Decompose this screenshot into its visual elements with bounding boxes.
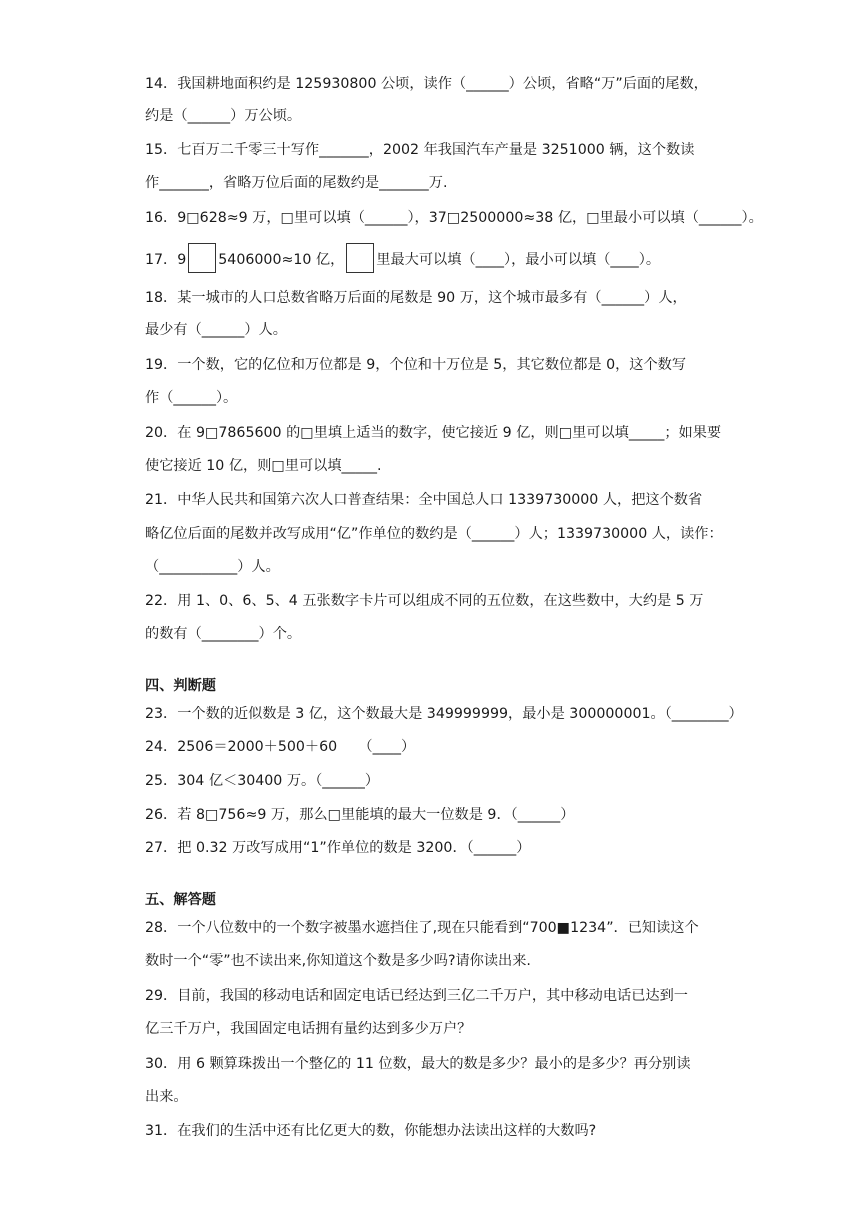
question-27-line-1: 27．把 0.32 万改写成用“1”作单位的数是 3200．（______） [145, 840, 531, 856]
question-21-line-2: 略亿位后面的尾数并改写成用“亿”作单位的数约是（______）人；1339730000 人，读作： [145, 526, 723, 542]
question-30-line-2: 出来。 [145, 1089, 188, 1105]
question-17-line-1: 17．9 5406000≈10 亿， 里最大可以填（____），最小可以填（____）。 [145, 245, 660, 275]
question-26-line-1: 26．若 8□756≈9 万，那么□里能填的最大一位数是 9．（______） [145, 807, 575, 823]
question-20-line-1: 20．在 9□7865600 的□里填上适当的数字，使它接近 9 亿，则□里可以填_____；如果要 [145, 425, 722, 441]
question-28-line-2: 数时一个“零”也不读出来,你知道这个数是多少吗?请你读出来. [145, 953, 531, 969]
question-24-line-1: 24．2506＝2000＋500＋60 （____） [145, 739, 416, 755]
question-23-line-1: 23．一个数的近似数是 3 亿，这个数最大是 349999999，最小是 300000001。（________） [145, 706, 743, 722]
question-15-line-1: 15．七百万二千零三十写作_______，2002 年我国汽车产量是 3251000 辆，这个数读 [145, 142, 695, 158]
question-18-line-1: 18．某一城市的人口总数省略万后面的尾数是 90 万，这个城市最多有（______）人， [145, 290, 687, 306]
question-19-line-1: 19．一个数，它的亿位和万位都是 9，个位和十万位是 5，其它数位都是 0，这个数写 [145, 357, 687, 373]
answer-box [346, 243, 374, 273]
section-5-heading: 五、解答题 [145, 892, 216, 908]
question-18-line-2: 最少有（______）人。 [145, 322, 287, 338]
question-22-line-1: 22．用 1、0、6、5、4 五张数字卡片可以组成不同的五位数，在这些数中，大约是 5 万 [145, 593, 704, 609]
question-22-line-2: 的数有（________）个。 [145, 626, 302, 642]
question-19-line-2: 作（______）。 [145, 390, 238, 406]
question-14-line-1: 14．我国耕地面积约是 125930800 公顷，读作（______）公顷，省略“万”后面的尾数， [145, 76, 708, 92]
question-29-line-2: 亿三千万户，我国固定电话拥有量约达到多少万户？ [145, 1021, 472, 1037]
question-29-line-1: 29．目前，我国的移动电话和固定电话已经达到三亿二千万户，其中移动电话已达到一 [145, 988, 688, 1004]
question-14-line-2: 约是（______）万公顷。 [145, 108, 302, 124]
question-15-line-2: 作_______，省略万位后面的尾数约是_______万. [145, 175, 448, 191]
question-25-line-1: 25．304 亿＜30400 万。（______） [145, 773, 380, 789]
section-4-heading: 四、判断题 [145, 678, 216, 694]
question-21-line-1: 21．中华人民共和国第六次人口普查结果：全中国总人口 1339730000 人，把这个数省 [145, 492, 703, 508]
question-28-line-1: 28．一个八位数中的一个数字被墨水遮挡住了,现在只能看到“700■1234”．已知读这个 [145, 920, 699, 936]
question-21-line-3: （___________）人。 [145, 559, 280, 575]
question-20-line-2: 使它接近 10 亿，则□里可以填_____. [145, 458, 382, 474]
question-16-line-1: 16．9□628≈9 万，□里可以填（______），37□2500000≈38 亿，□里最小可以填（______）。 [145, 210, 763, 226]
question-31-line-1: 31．在我们的生活中还有比亿更大的数，你能想办法读出这样的大数吗? [145, 1123, 597, 1139]
answer-box [188, 243, 216, 273]
question-30-line-1: 30．用 6 颗算珠拨出一个整亿的 11 位数，最大的数是多少？最小的是多少？再分别读 [145, 1056, 691, 1072]
